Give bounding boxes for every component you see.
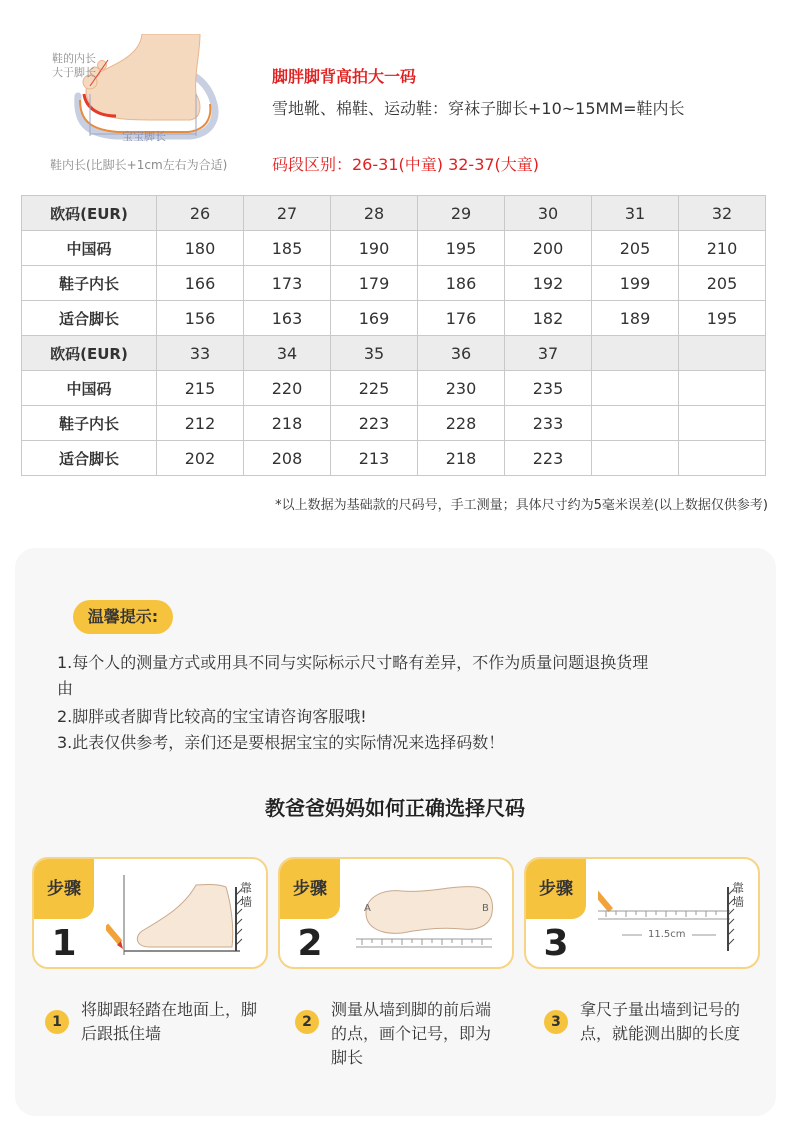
- step-2-card: [278, 857, 514, 969]
- footprint-outline-icon: [352, 867, 502, 959]
- step-1-circle: 1: [45, 1010, 69, 1034]
- step-2-circle: 2: [295, 1010, 319, 1034]
- table-cell: 235: [505, 371, 592, 406]
- step-3-card: [524, 857, 760, 969]
- step-1-illustration: [106, 867, 256, 959]
- table-cell: 212: [157, 406, 244, 441]
- row-header: 鞋子内长: [22, 406, 157, 441]
- table-cell: 210: [679, 231, 766, 266]
- tip-1-continued: 由: [57, 679, 74, 698]
- step-1-text: 将脚跟轻踏在地面上，脚后跟抵住墙: [81, 1000, 258, 1043]
- foot-against-wall-icon: [106, 867, 256, 959]
- size-table-row: [22, 336, 766, 371]
- step-1-number: 1: [51, 923, 77, 964]
- tip-2: 2.脚胖或者脚背比较高的宝宝请咨询客服哦!: [57, 707, 367, 726]
- inner-length-label-2: 大于脚长: [52, 66, 96, 79]
- measurement-note: *以上数据为基础款的尺码号，手工测量；具体尺寸约为5毫米误差(以上数据仅供参考): [275, 498, 768, 513]
- table-cell: [679, 371, 766, 406]
- tip-3: 3.此表仅供参考，亲们还是要根据宝宝的实际情况来选择码数！: [57, 733, 505, 752]
- table-cell: 180: [157, 231, 244, 266]
- table-cell: 32: [679, 196, 766, 231]
- step-3-circle: 3: [544, 1010, 568, 1034]
- size-range-note: 码段区别：26-31(中童) 32-37(大童): [272, 155, 540, 174]
- step-1-card: [32, 857, 268, 969]
- tips-badge: 温馨提示:: [73, 600, 173, 634]
- step-2-tab: 步骤: [280, 859, 340, 919]
- table-cell: 225: [331, 371, 418, 406]
- table-cell: 208: [244, 441, 331, 476]
- size-table-row: [22, 406, 766, 441]
- step-3-tab: 步骤: [526, 859, 586, 919]
- table-cell: 199: [592, 266, 679, 301]
- size-table-row: [22, 196, 766, 231]
- size-table-row: [22, 231, 766, 266]
- table-cell: [679, 406, 766, 441]
- step-3-wall-label: 靠墙: [732, 881, 745, 909]
- table-cell: [592, 441, 679, 476]
- table-cell: 205: [679, 266, 766, 301]
- row-header: 适合脚长: [22, 301, 157, 336]
- ruler-measure-icon: [598, 867, 748, 959]
- table-cell: 215: [157, 371, 244, 406]
- table-cell: 166: [157, 266, 244, 301]
- step-3-text: 拿尺子量出墙到记号的点，就能测出脚的长度: [580, 1000, 741, 1043]
- shoe-foot-illustration: [50, 34, 240, 164]
- table-cell: [679, 336, 766, 371]
- step-1-tab: 步骤: [34, 859, 94, 919]
- table-cell: 192: [505, 266, 592, 301]
- row-header: 中国码: [22, 371, 157, 406]
- table-cell: 26: [157, 196, 244, 231]
- table-cell: 36: [418, 336, 505, 371]
- point-b-label: B: [482, 903, 489, 914]
- table-cell: 156: [157, 301, 244, 336]
- size-table-row: [22, 441, 766, 476]
- table-cell: [679, 441, 766, 476]
- table-cell: 176: [418, 301, 505, 336]
- row-header: 欧码(EUR): [22, 196, 157, 231]
- table-cell: 205: [592, 231, 679, 266]
- baby-foot-length-label: 宝宝脚长: [122, 130, 166, 143]
- inner-length-label-1: 鞋的内长: [52, 52, 96, 65]
- step-2-number: 2: [297, 923, 323, 964]
- table-cell: 33: [157, 336, 244, 371]
- table-cell: 27: [244, 196, 331, 231]
- table-cell: 218: [418, 441, 505, 476]
- size-chart-table: [21, 195, 766, 476]
- table-cell: 35: [331, 336, 418, 371]
- size-table-row: [22, 301, 766, 336]
- row-header: 中国码: [22, 231, 157, 266]
- step-3-illustration: [598, 867, 748, 959]
- table-cell: 182: [505, 301, 592, 336]
- step-2-text: 测量从墙到脚的前后端的点，画个记号，即为脚长: [331, 1000, 492, 1067]
- table-cell: 223: [505, 441, 592, 476]
- table-cell: 173: [244, 266, 331, 301]
- table-cell: [592, 406, 679, 441]
- point-a-label: A: [364, 903, 371, 914]
- table-cell: [592, 336, 679, 371]
- table-cell: 186: [418, 266, 505, 301]
- table-cell: 169: [331, 301, 418, 336]
- table-cell: 200: [505, 231, 592, 266]
- tip-1: 1.每个人的测量方式或用具不同与实际标示尺寸略有差异，不作为质量问题退换货理: [57, 653, 649, 672]
- table-cell: 220: [244, 371, 331, 406]
- size-table-row: [22, 266, 766, 301]
- table-cell: 202: [157, 441, 244, 476]
- guide-title: 教爸爸妈妈如何正确选择尺码: [265, 796, 525, 820]
- table-cell: 37: [505, 336, 592, 371]
- table-cell: 29: [418, 196, 505, 231]
- row-header: 欧码(EUR): [22, 336, 157, 371]
- step-3-number: 3: [543, 923, 569, 964]
- table-cell: 179: [331, 266, 418, 301]
- step-1-wall-label: 靠墙: [240, 881, 253, 909]
- table-cell: 30: [505, 196, 592, 231]
- table-cell: 218: [244, 406, 331, 441]
- row-header: 适合脚长: [22, 441, 157, 476]
- inner-length-caption: 鞋内长(比脚长+1cm左右为合适): [50, 158, 228, 172]
- table-cell: 228: [418, 406, 505, 441]
- table-cell: 190: [331, 231, 418, 266]
- table-cell: 31: [592, 196, 679, 231]
- table-cell: 185: [244, 231, 331, 266]
- table-cell: 233: [505, 406, 592, 441]
- table-cell: 195: [418, 231, 505, 266]
- table-cell: 223: [331, 406, 418, 441]
- row-header: 鞋子内长: [22, 266, 157, 301]
- table-cell: [592, 371, 679, 406]
- step-2-illustration: [352, 867, 502, 959]
- size-table-row: [22, 371, 766, 406]
- table-cell: 189: [592, 301, 679, 336]
- measure-value-label: 11.5cm: [648, 929, 686, 940]
- table-cell: 213: [331, 441, 418, 476]
- table-cell: 195: [679, 301, 766, 336]
- subtitle: 雪地靴、棉鞋、运动鞋：穿袜子脚长+10~15MM=鞋内长: [272, 99, 685, 118]
- table-cell: 34: [244, 336, 331, 371]
- page-title: 脚胖脚背高拍大一码: [272, 67, 417, 86]
- table-cell: 163: [244, 301, 331, 336]
- size-chart-body: [22, 196, 766, 476]
- table-cell: 230: [418, 371, 505, 406]
- table-cell: 28: [331, 196, 418, 231]
